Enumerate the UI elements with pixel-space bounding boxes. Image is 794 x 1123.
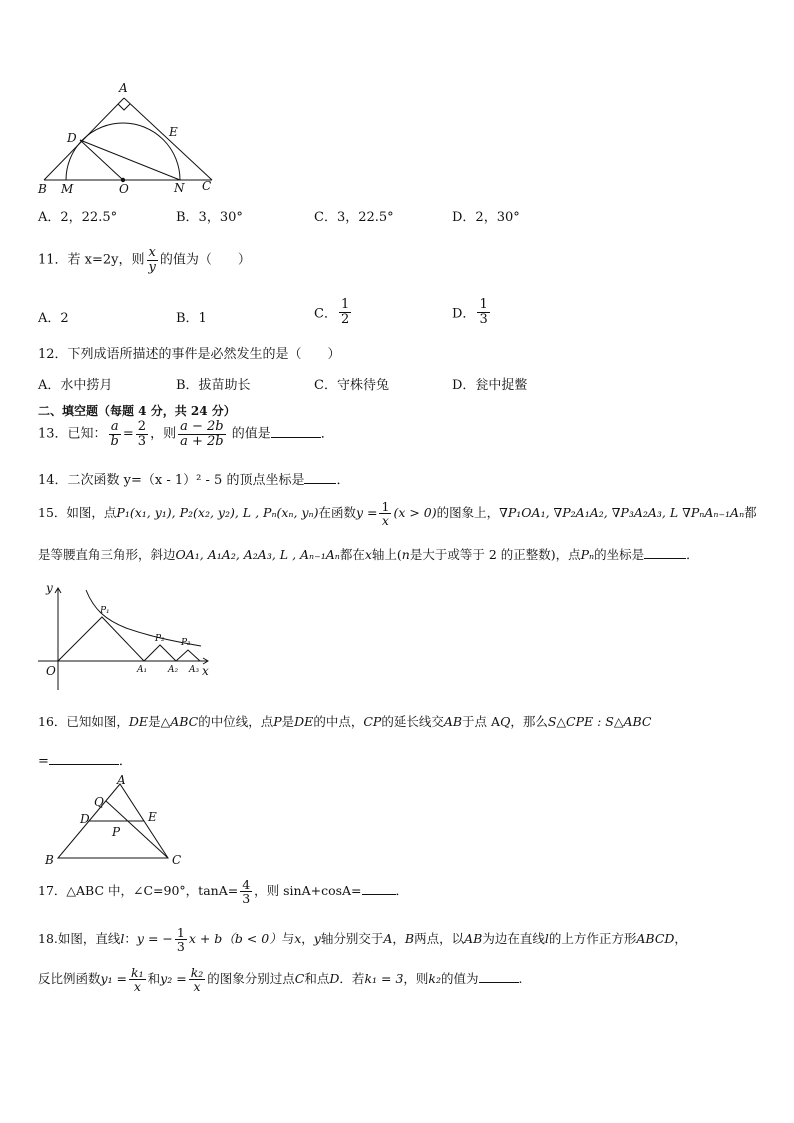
q10-options: [38, 206, 758, 226]
q18-y1: y₁ =: [100, 971, 128, 987]
q13-f2-num: 2: [137, 419, 147, 434]
q15-line2-d: 是大于或等于 2 的正整数)，点: [409, 547, 581, 562]
q13-prefix: 13．已知：: [38, 426, 107, 442]
q17-answer-blank[interactable]: [362, 882, 396, 895]
q15-f-den: x: [381, 513, 389, 529]
q16-line2: [38, 750, 132, 769]
semicircle-arc: [66, 123, 180, 180]
q11-suffix: 的值为（ ）: [159, 252, 251, 268]
q18-line2-b: 的图象分别过点: [207, 971, 295, 987]
q11-frac-num: x: [147, 246, 158, 261]
q16-h: ，那么: [510, 714, 548, 729]
q18-answer-blank[interactable]: [479, 970, 519, 983]
label-A: A: [117, 773, 126, 787]
q18-line2-e: ，则: [403, 971, 429, 987]
label-p2: P₂: [155, 634, 165, 644]
q18-k1eq: k₁ = 3: [364, 971, 404, 987]
side-AC: [124, 98, 212, 180]
q18-k2: k₂: [428, 971, 442, 987]
q11-option-b[interactable]: B．1: [176, 311, 207, 326]
q18-e: 轴分别交于: [320, 931, 384, 947]
q18-k2-den: x: [193, 979, 201, 995]
q18-eq-y: y = −: [136, 931, 173, 947]
label-origin: O: [46, 664, 56, 678]
q18-k1-num: k₁: [131, 965, 144, 980]
q11-prefix: 11．若 x=2y，则: [38, 252, 145, 268]
triangle-p1: [58, 617, 144, 661]
q13-mid: ，则: [150, 426, 177, 442]
q14-text: 14．二次函数 y=（x - 1）² - 5 的顶点坐标是: [38, 473, 305, 488]
q15-y-eq: y =: [355, 505, 378, 521]
q15-sides: OA₁, A₁A₂, A₂A₃, L , Aₙ₋₁Aₙ: [175, 547, 340, 562]
q18-k1-den: x: [133, 979, 141, 995]
q15-cond: (x > 0): [393, 505, 437, 521]
q13-answer-blank[interactable]: [271, 425, 321, 438]
q18-x: x: [294, 931, 302, 947]
q11-option-d[interactable]: [452, 298, 492, 326]
q11-option-c-num: 1: [340, 297, 350, 312]
label-M: M: [61, 182, 74, 196]
q14-end: ．: [336, 473, 350, 488]
q18-y2: y₂ =: [160, 971, 187, 987]
q13-f2-den: 3: [137, 433, 147, 449]
q13-f3-den: a + 2b: [180, 433, 224, 449]
q18-line1: [38, 926, 687, 953]
q15-in-func: 在函数: [318, 505, 356, 521]
q13-f3-num: a − 2b: [180, 419, 224, 434]
section-heading: 二、填空题（每题 4 分，共 24 分）: [38, 404, 236, 418]
q18-cond: （b < 0）: [222, 931, 282, 947]
q17-a: 17．△ABC 中，∠C=90°，tanA=: [38, 883, 239, 899]
q11-fraction: [147, 246, 158, 274]
q18-line2: [38, 966, 523, 993]
q15-line1-end: 都: [744, 505, 757, 521]
label-P: P: [112, 825, 121, 839]
triangle-p2: [144, 645, 176, 661]
label-O: O: [119, 182, 129, 196]
q16-f: 的延长线交: [381, 714, 444, 729]
label-C: C: [172, 853, 182, 867]
q11-options: [38, 298, 758, 338]
label-Q: Q: [94, 795, 104, 809]
q15-line2: [38, 545, 699, 563]
q15-n: n: [401, 547, 410, 562]
q15-line2-b: 都在: [339, 547, 365, 562]
q16-de2: DE: [294, 714, 314, 729]
q18-A: A: [383, 931, 393, 947]
q18-B: B: [404, 931, 415, 947]
q17-f-num: 4: [242, 877, 251, 892]
q18-b: ：: [124, 931, 137, 947]
q13-f1-num: a: [109, 420, 121, 435]
label-y: y: [46, 581, 53, 595]
q18-and: 和: [147, 971, 161, 987]
label-p1: P₁: [100, 606, 110, 616]
q12-question: 12．下列成语所描述的事件是必然发生的是（ ）: [38, 347, 341, 362]
q18-l: l: [120, 931, 125, 947]
q17-question: [38, 878, 408, 905]
q10-option-b[interactable]: B．3，30°: [176, 210, 243, 225]
q18-h: 为边在直线: [482, 931, 545, 947]
label-a3: A₃: [189, 665, 200, 675]
q15-line2-c: 轴上(: [371, 547, 402, 562]
q16-q: Q: [500, 714, 511, 729]
q16-tri: △ABC: [160, 714, 199, 729]
label-B: B: [45, 853, 54, 867]
label-p3: P₃: [181, 638, 191, 648]
q11-frac-den: y: [148, 259, 156, 275]
q10-option-a[interactable]: A．2，22.5°: [38, 210, 118, 225]
q16-de: DE: [128, 714, 149, 729]
q18-c: 与: [281, 931, 295, 947]
q16-c: 的中位线，点: [198, 714, 274, 729]
q18-d: ，: [301, 931, 314, 947]
q16-figure: [40, 773, 190, 868]
q18-i: 的上方作正方形: [548, 931, 637, 947]
label-D: D: [80, 812, 90, 826]
q11-option-d-label: D．: [452, 306, 476, 322]
q14-question: [38, 469, 349, 488]
q18-l2: l: [544, 931, 549, 947]
q18-line2-a: 反比例函数: [38, 971, 101, 987]
q16-line1: [38, 712, 651, 730]
q18-k2-num: k₂: [190, 965, 204, 980]
q18-line2-d: ．若: [339, 971, 365, 987]
label-x: x: [202, 664, 209, 678]
q18-y: y: [313, 931, 321, 947]
q15-end: ．: [686, 547, 699, 562]
q12-option-b[interactable]: B．拔苗助长: [176, 378, 251, 393]
q18-ABCD: ABCD: [636, 931, 675, 947]
q16-b: 是: [148, 714, 161, 729]
q12-options: [38, 374, 758, 394]
q18-D: D: [329, 971, 340, 987]
q16-e: 的中点，: [313, 714, 364, 729]
q16-end: ．: [118, 754, 132, 769]
q12-option-a[interactable]: A．水中捞月: [38, 378, 113, 393]
q15-line1: [38, 500, 757, 527]
q16-line2-eq: =: [38, 754, 49, 769]
q12-option-d[interactable]: D．瓮中捉鳖: [452, 378, 528, 393]
q13-eq: =: [122, 426, 134, 442]
q15-pn: Pₙ: [580, 547, 595, 562]
q18-a: 18.如图，直线: [38, 931, 121, 947]
label-N: N: [174, 181, 185, 195]
q16-p: P: [273, 714, 282, 729]
q18-end: .: [518, 971, 523, 987]
right-angle-mark: [118, 104, 130, 110]
q11-option-d-den: 3: [479, 311, 488, 327]
q12-option-c[interactable]: C．守株待兔: [314, 378, 389, 393]
q15-mid: 的图象上，: [436, 505, 500, 521]
q15-points: P₁(x₁, y₁), P₂(x₂, y₂), L , Pₙ(xₙ, yₙ): [116, 505, 319, 521]
q15-answer-blank[interactable]: [644, 546, 686, 559]
q15-prefix: 15．如图，点: [38, 505, 117, 521]
q15-line2-e: 的坐标是: [594, 547, 645, 562]
q18-eq-rest: x + b: [188, 931, 223, 947]
q11-option-c-label: C．: [314, 306, 337, 322]
q18-f-den: 3: [176, 939, 185, 955]
q16-a: 16．已知如图，: [38, 714, 129, 729]
q17-b: ，则 sinA+cosA=: [254, 883, 362, 899]
q15-axis: x: [364, 547, 372, 562]
q18-f-num: 1: [176, 925, 185, 940]
label-E: E: [169, 125, 178, 139]
segment-DO: [80, 140, 123, 180]
q10-option-d[interactable]: D．2，30°: [452, 210, 520, 225]
q18-C: C: [294, 971, 305, 987]
q11-option-c-den: 2: [340, 311, 350, 327]
label-B: B: [38, 182, 47, 196]
q16-ratio: S△CPE : S△ABC: [547, 714, 652, 729]
q18-line2-c: 和点: [304, 971, 330, 987]
label-A: A: [119, 81, 128, 95]
triangle-p3: [176, 650, 200, 661]
q13-question: 13．已知： $\frac{a}{b}$ = $\frac{2}{3}$ ，则 $\frac{a - 2b}{a + 2b}$ 的值是 ．: [38, 419, 334, 449]
q13-suffix: 的值是: [231, 426, 271, 442]
q11-question: [38, 246, 251, 274]
label-D: D: [67, 131, 77, 145]
q16-cp: CP: [363, 714, 382, 729]
q13-f1-den: b: [110, 433, 119, 449]
q10-figure: [36, 80, 226, 195]
q16-g: 于点 A: [462, 714, 501, 729]
q15-f-num: 1: [381, 499, 390, 514]
q18-j: ，: [674, 931, 687, 947]
q18-f: ，: [392, 931, 405, 947]
q10-option-c[interactable]: C．3，22.5°: [314, 210, 394, 225]
q15-figure: [36, 580, 226, 700]
q16-answer-blank[interactable]: [49, 752, 119, 765]
q16-d: 是: [281, 714, 295, 729]
q11-option-a[interactable]: A．2: [38, 311, 69, 326]
q17-end: ．: [395, 883, 409, 899]
q11-option-c[interactable]: [314, 298, 353, 326]
q15-line2-a: 是等腰直角三角形，斜边: [38, 547, 176, 562]
q14-answer-blank[interactable]: [304, 471, 336, 484]
label-E: E: [148, 810, 157, 824]
q11-option-d-num: 1: [479, 297, 488, 312]
q15-triangles: ∇P₁OA₁, ∇P₂A₁A₂, ∇P₃A₂A₃, L ∇PₙAₙ₋₁Aₙ: [499, 505, 745, 521]
q16-ab: AB: [443, 714, 463, 729]
q18-AB: AB: [464, 931, 483, 947]
q17-f-den: 3: [242, 891, 251, 907]
label-C: C: [202, 179, 212, 193]
q18-line2-f: 的值为: [441, 971, 479, 987]
label-a1: A₁: [137, 665, 148, 675]
segment-DN: [80, 140, 180, 180]
q18-g: 两点，以: [414, 931, 465, 947]
label-a2: A₂: [168, 665, 179, 675]
